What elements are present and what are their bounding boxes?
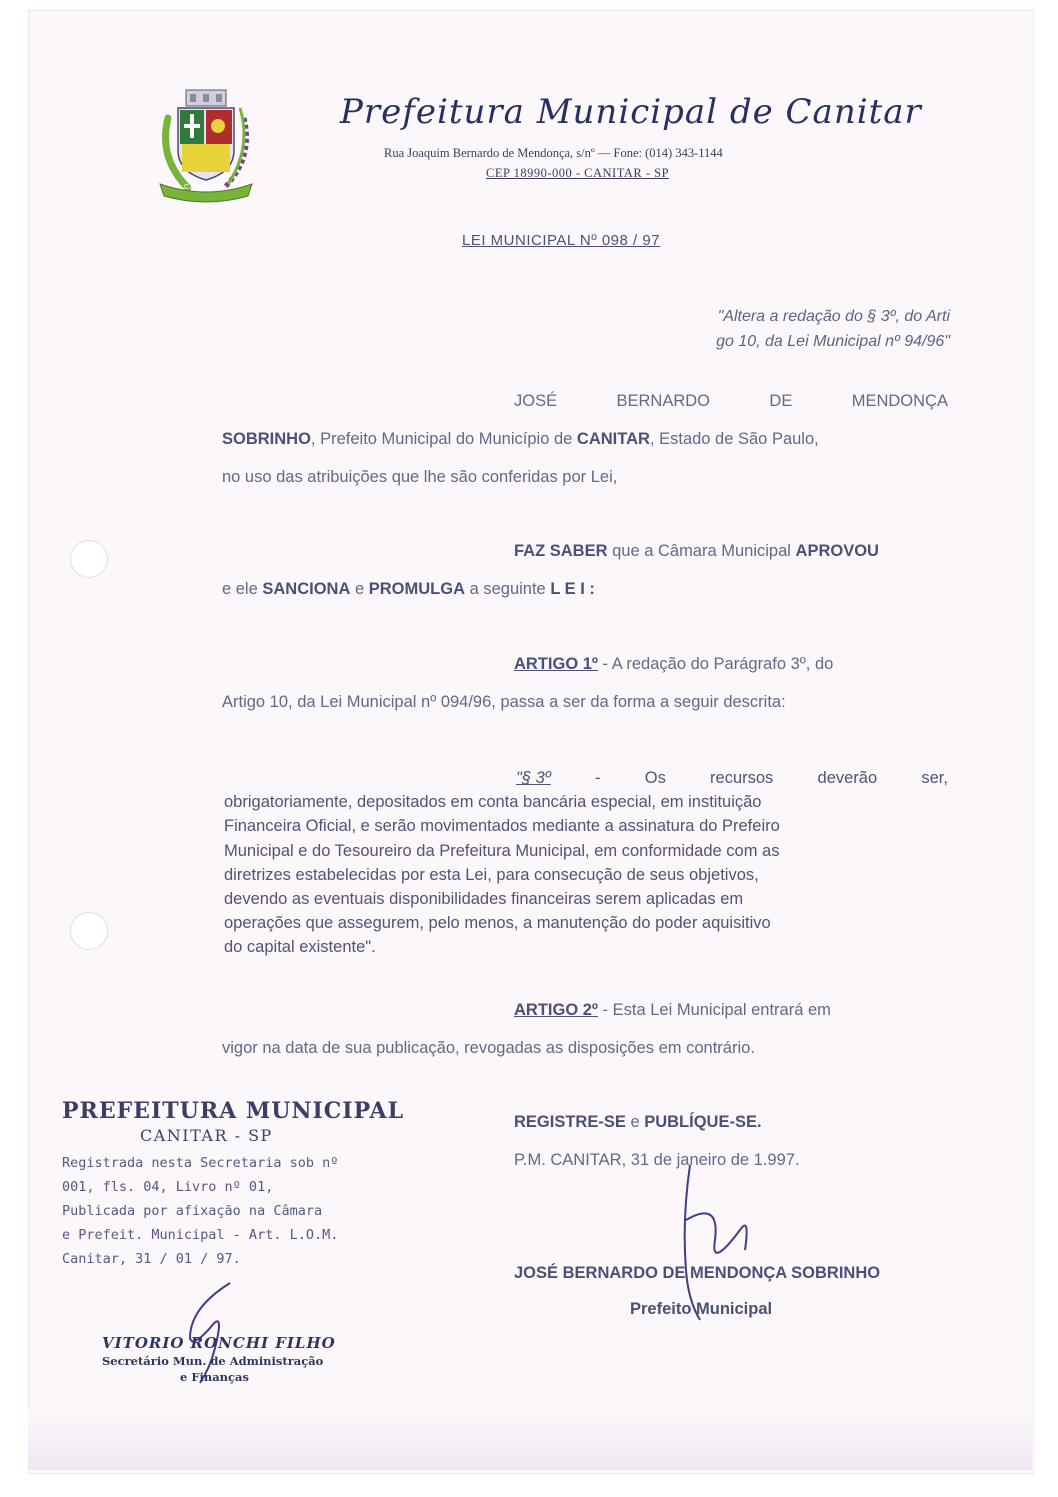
- paragraph-line: Financeira Oficial, e serão movimentados mediante a assinatura do Prefeiro: [224, 817, 780, 836]
- sanciona: SANCIONA: [262, 580, 351, 598]
- law-summary-line: go 10, da Lei Municipal nº 94/96": [716, 333, 950, 350]
- paragraph-last-line: do capital existente".: [224, 938, 376, 957]
- lei-word: L E I :: [550, 580, 595, 598]
- registration-stamp: [62, 1098, 404, 1267]
- letterhead-title: Prefeitura Municipal de Canitar: [340, 92, 922, 132]
- paragraph-mark: "§ 3º: [516, 769, 551, 787]
- promulga: PROMULGA: [368, 580, 465, 598]
- stamp-line: Registrada nesta Secretaria sob nº: [62, 1155, 339, 1171]
- law-summary: [610, 304, 950, 354]
- law-summary-line: "Altera a redação do § 3º, do Arti: [717, 308, 950, 325]
- page-bottom-shade: [28, 1410, 1032, 1470]
- stamp-city: CANITAR - SP: [140, 1126, 273, 1145]
- paragraph-3: [224, 766, 948, 960]
- stamp-line: 001, fls. 04, Livro nº 01,: [62, 1179, 274, 1195]
- signer-name-text: JOSÉ BERNARDO DE MENDONÇA SOBRINHO: [514, 1264, 881, 1282]
- stamp-line: Canitar, 31 / 01 / 97.: [62, 1251, 241, 1267]
- stamp-line: e Prefeit. Municipal - Art. L.O.M.: [62, 1227, 339, 1243]
- article-2-line-2: vigor na data de sua publicação, revogadas as disposições em contrário.: [222, 1039, 755, 1057]
- preamble-word: DE: [769, 392, 793, 410]
- paragraph-line: diretrizes estabelecidas por esta Lei, para consecução de seus objetivos,: [224, 865, 759, 884]
- punch-hole-top: [70, 540, 108, 578]
- enactment-line-1: [514, 542, 948, 561]
- enactment-text: a seguinte: [465, 580, 551, 598]
- paragraph-line: operações que assegurem, pelo menos, a manutenção do poder aquisitivo: [224, 914, 771, 933]
- secretary-role: Secretário Mun. de Administração: [102, 1354, 324, 1368]
- municipal-crest-icon: [148, 88, 264, 204]
- paragraph-word: -: [595, 769, 601, 787]
- stamp-line: Publicada por afixação na Câmara: [62, 1203, 323, 1219]
- faz-saber: FAZ SABER: [514, 542, 608, 560]
- article-1-text: - A redação do Parágrafo 3º, do: [597, 655, 834, 673]
- stamp-title: PREFEITURA MUNICIPAL: [62, 1098, 405, 1124]
- secretary-name: VITORIO RONCHI FILHO: [102, 1334, 336, 1352]
- aprovou: APROVOU: [795, 542, 879, 560]
- article-1-label: ARTIGO 1º: [514, 655, 598, 673]
- preamble-line-3: no uso das atribuições que lhe são conferidas por Lei,: [222, 468, 618, 486]
- preamble-line-2: [222, 430, 948, 449]
- mayor-surname: SOBRINHO: [222, 430, 311, 448]
- article-2-text: - Esta Lei Municipal entrará em: [597, 1001, 831, 1019]
- municipality-name: CANITAR: [576, 430, 650, 448]
- letterhead-address: Rua Joaquim Bernardo de Mendonça, s/nº — Fone: (014) 343-1144: [384, 146, 723, 160]
- article-1-line-2: Artigo 10, da Lei Municipal nº 094/96, passa a ser da forma a seguir descrita:: [222, 693, 786, 711]
- registre-publique: [514, 1113, 948, 1132]
- paragraph-word: ser,: [921, 769, 948, 787]
- registre-se: REGISTRE-SE: [514, 1113, 626, 1131]
- enactment-text: e: [350, 580, 369, 598]
- crest-banner-text: CANITAR: [184, 184, 222, 191]
- paragraph-line: obrigatoriamente, depositados em conta bancária especial, em instituição: [224, 793, 762, 812]
- enactment-line-2: [222, 580, 948, 599]
- article-1-line-1: [514, 655, 948, 674]
- paragraph-word: Os: [644, 769, 666, 787]
- preamble-line-1: [514, 392, 948, 411]
- signer-name: [514, 1264, 948, 1283]
- paragraph-3-first-line: [224, 766, 948, 790]
- secretary-role-2: e Finanças: [180, 1370, 249, 1384]
- enactment-text: que a Câmara Municipal: [607, 542, 796, 560]
- letterhead-cep: CEP 18990-000 - CANITAR - SP: [486, 166, 670, 180]
- preamble-text: , Estado de São Paulo,: [649, 430, 819, 448]
- preamble-text: , Prefeito Municipal do Município de: [310, 430, 577, 448]
- closing-conj: e: [625, 1113, 645, 1131]
- signer-role: [630, 1300, 930, 1319]
- preamble-word: MENDONÇA: [851, 392, 948, 410]
- enactment-text: e ele: [222, 580, 263, 598]
- paragraph-line: Municipal e do Tesoureiro da Prefeitura Municipal, em conformidade com as: [224, 841, 780, 860]
- paragraph-word: deverão: [817, 769, 878, 787]
- law-title: LEI MUNICIPAL Nº 098 / 97: [462, 232, 661, 249]
- publique-se: PUBLÍQUE-SE.: [644, 1113, 762, 1131]
- paragraph-line: devendo as eventuais disponibilidades financeiras serem aplicadas em: [224, 890, 744, 909]
- preamble-word: JOSÉ: [514, 392, 558, 410]
- paragraph-word: recursos: [710, 769, 774, 787]
- preamble-word: BERNARDO: [616, 392, 711, 410]
- punch-hole-bottom: [70, 912, 108, 950]
- article-2-label: ARTIGO 2º: [514, 1001, 598, 1019]
- article-2-line-1: [514, 1001, 948, 1020]
- signer-role-text: Prefeito Municipal: [630, 1300, 773, 1318]
- place-date: P.M. CANITAR, 31 de janeiro de 1.997.: [514, 1151, 800, 1169]
